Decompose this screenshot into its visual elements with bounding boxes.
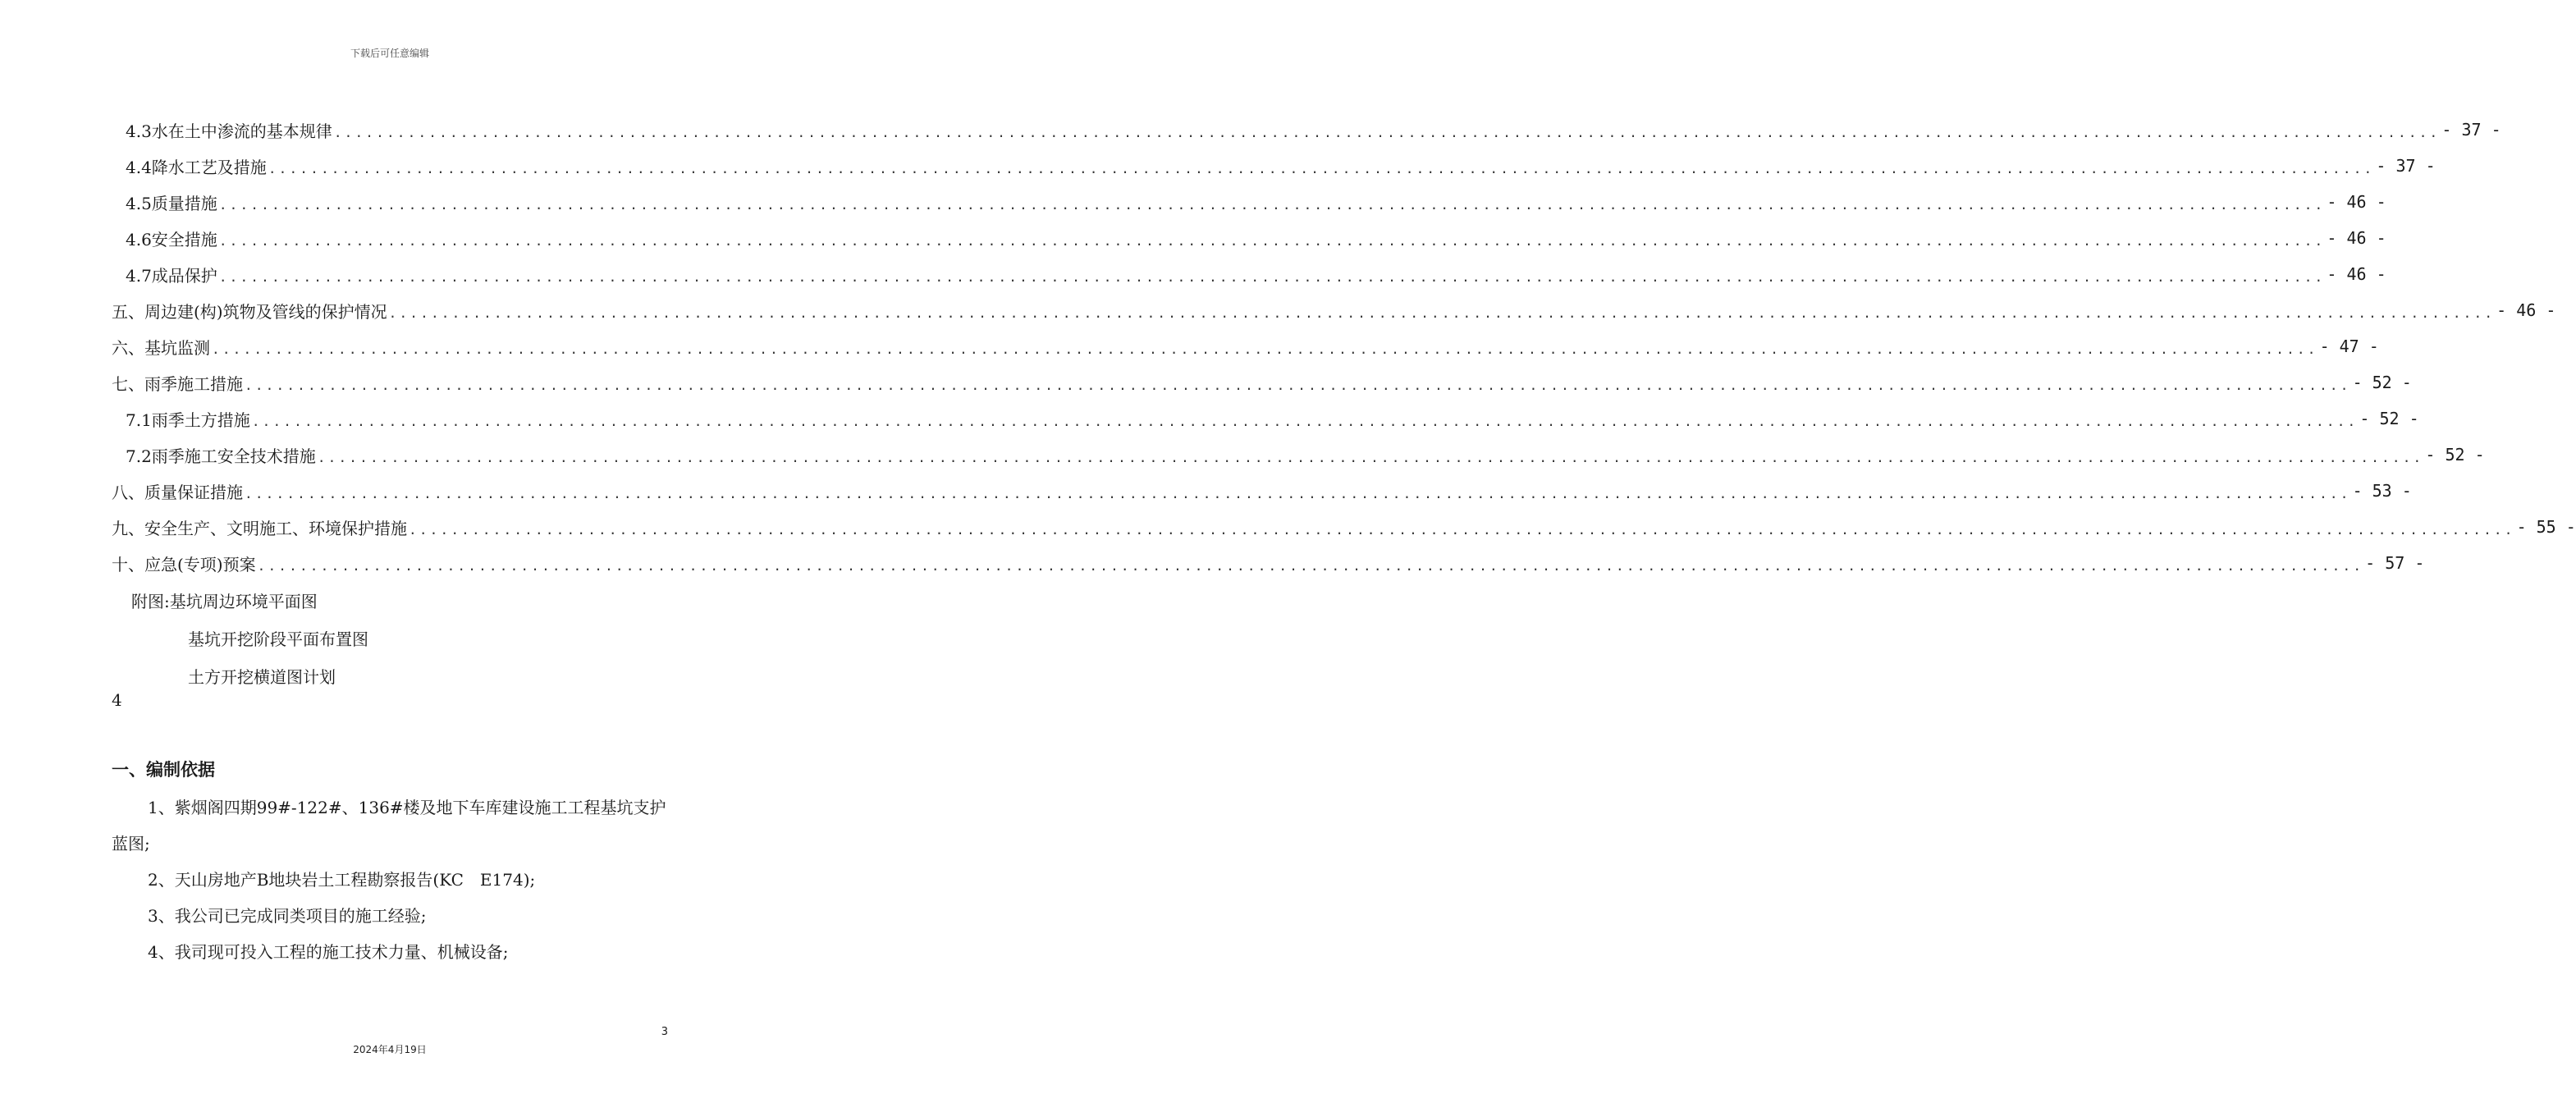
toc-entry-title: 7.1雨季土方措施: [126, 410, 250, 430]
toc-entry[interactable]: [112, 509, 2576, 545]
toc-entry[interactable]: [112, 148, 2436, 184]
toc-entry[interactable]: [112, 256, 2386, 292]
toc-entry-page: - 37 -: [2441, 120, 2501, 140]
toc-entry-title: 六、基坑监测: [112, 337, 210, 358]
toc-entry-title: 4.3水在土中渗流的基本规律: [126, 121, 332, 141]
paragraph: 1、紫烟阁四期99#-122#、136#楼及地下车库建设施工工程基坑支护蓝图;: [112, 798, 666, 854]
toc-entry[interactable]: [112, 220, 2386, 256]
toc-entry[interactable]: [112, 292, 2556, 328]
toc-entry-page: - 37 -: [2376, 156, 2436, 176]
paragraph: 3、我公司已完成同类项目的施工经验;: [148, 906, 427, 926]
page-marker: 4: [112, 690, 122, 710]
toc-entry-title: 4.5质量措施: [126, 193, 217, 213]
toc-leader-dots: ........................................................................................................................................................................................................: [218, 233, 2326, 249]
toc-leader-dots: ........................................................................................................................................................................................................: [245, 378, 2351, 393]
paragraph: 2、天山房地产B地块岩土工程勘察报告(KC E174);: [148, 870, 536, 890]
toc-entry-title: 4.6安全措施: [126, 229, 217, 249]
toc-entry[interactable]: [112, 364, 2412, 400]
toc-leader-dots: ........................................................................................................................................................................................................: [317, 450, 2424, 465]
toc-entry[interactable]: [112, 473, 2412, 509]
toc-leader-dots: ........................................................................................................................................................................................................: [257, 558, 2364, 574]
toc-entry-page: - 46 -: [2496, 300, 2556, 320]
toc-entry[interactable]: [112, 184, 2386, 220]
toc-leader-dots: ........................................................................................................................................................................................................: [251, 414, 2359, 429]
toc-entry-page: - 52 -: [2425, 445, 2485, 465]
toc-entry-page: - 53 -: [2352, 481, 2412, 501]
toc-entry[interactable]: [112, 400, 2419, 437]
toc-entry[interactable]: [112, 545, 2425, 581]
toc-leader-dots: ........................................................................................................................................................................................................: [409, 522, 2515, 538]
toc-leader-dots: ........................................................................................................................................................................................................: [388, 305, 2496, 321]
page-header: 下载后可任意编辑: [350, 48, 429, 59]
toc-leader-dots: ........................................................................................................................................................................................................: [245, 486, 2351, 501]
toc-leader-dots: ........................................................................................................................................................................................................: [218, 269, 2326, 285]
toc-entry-page: - 47 -: [2319, 336, 2379, 356]
toc-entry-page: - 55 -: [2516, 517, 2576, 537]
toc-entry-page: - 52 -: [2352, 373, 2412, 392]
toc-entry-title: 4.7成品保护: [126, 265, 217, 286]
toc-entry-title: 7.2雨季施工安全技术措施: [126, 446, 316, 466]
toc-entry-title: 五、周边建(构)筑物及管线的保护情况: [112, 301, 387, 322]
toc-leader-dots: ........................................................................................................................................................................................................: [333, 125, 2441, 140]
section-title: 一、编制依据: [112, 760, 215, 780]
toc-entry[interactable]: [112, 437, 2485, 473]
table-of-contents: [112, 112, 2576, 694]
figure-list-item: 土方开挖横道图计划: [188, 666, 336, 687]
toc-entry-page: - 57 -: [2365, 553, 2425, 573]
section-body: [112, 789, 670, 970]
toc-entry-title: 八、质量保证措施: [112, 482, 243, 502]
footer-page-number: 3: [661, 1026, 668, 1038]
footer-date: 2024年4月19日: [353, 1044, 427, 1055]
paragraph: 4、我司现可投入工程的施工技术力量、机械设备;: [148, 942, 509, 962]
toc-entry-page: - 46 -: [2327, 228, 2386, 248]
toc-entry-title: 4.4降水工艺及措施: [126, 157, 267, 177]
toc-entry-title: 十、应急(专项)预案: [112, 554, 256, 574]
toc-leader-dots: ........................................................................................................................................................................................................: [218, 197, 2326, 213]
toc-entry[interactable]: [112, 112, 2501, 148]
toc-entry-page: - 46 -: [2327, 192, 2386, 212]
figure-list-item: 基坑开挖阶段平面布置图: [188, 629, 368, 649]
toc-entry-page: - 46 -: [2327, 264, 2386, 284]
toc-entry[interactable]: [112, 328, 2379, 364]
toc-entry-title: 七、雨季施工措施: [112, 373, 243, 394]
figure-list-item: 附图:基坑周边环境平面图: [131, 591, 318, 611]
toc-entry-title: 九、安全生产、文明施工、环境保护措施: [112, 518, 407, 538]
toc-leader-dots: ........................................................................................................................................................................................................: [212, 341, 2318, 357]
toc-leader-dots: ........................................................................................................................................................................................................: [268, 161, 2375, 176]
toc-entry-page: - 52 -: [2359, 409, 2419, 428]
